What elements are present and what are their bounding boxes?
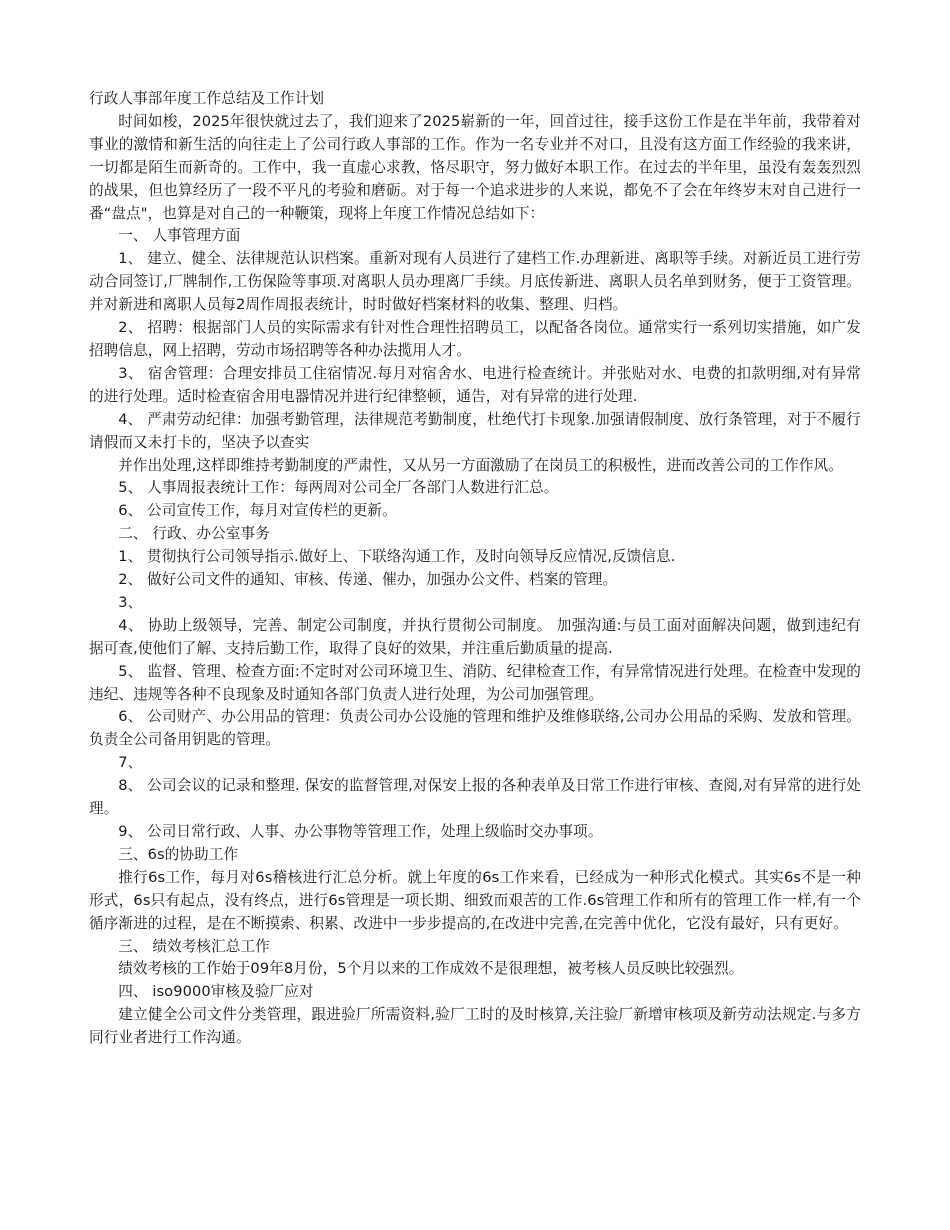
admin-item-3: 3、: [118, 593, 143, 611]
performance-paragraph: 绩效考核的工作始于09年8月份，5个月以来的工作成效不是很理想，被考核人员反映比较强烈。: [118, 960, 744, 978]
document-body: [89, 88, 861, 1050]
document-title: 行政人事部年度工作总结及工作计划: [89, 90, 325, 107]
hr-item-5: 5、 人事周报表统计工作：每两周对公司全厂各部门人数进行汇总。: [118, 479, 559, 497]
hr-item-6: 6、 公司宣传工作，每月对宣传栏的更新。: [118, 502, 397, 520]
section-heading-admin: 二、 行政、办公室事务: [118, 525, 270, 543]
section-heading-6s: 三、6s的协助工作: [118, 845, 239, 863]
section-heading-performance: 三、 绩效考核汇总工作: [118, 937, 270, 955]
admin-item-1: 1、 贯彻执行公司领导指示.做好上、下联络沟通工作，及时向领导反应情况,反馈信息.: [118, 548, 676, 566]
hr-item-1: 1、 建立、健全、法律规范认识档案。重新对现有人员进行了建档工作.办理新进、离职等手续。对新近员工进行劳动合同签订,厂牌制作,工伤保险等事项.对离职人员办理离厂手续。月底传新进、离职人员名单到财务，便于工资管理。并对新进和离职人员每2周作周报表统计，时时做好档案材料的收集、整理、归档。: [89, 250, 861, 314]
hr-item-3: 3、 宿舍管理：合理安排员工住宿情况.每月对宿舍水、电进行检查统计。并张贴对水、电费的扣款明细,对有异常的进行处理。适时检查宿舍用电器情况并进行纪律整顿，通告，对有异常的进行处理.: [89, 364, 861, 405]
admin-item-6: 6、 公司财产、办公用品的管理：负责公司办公设施的管理和维护及维修联络,公司办公用品的采购、发放和管理。负责全公司备用钥匙的管理。: [89, 708, 861, 749]
section-heading-iso: 四、 iso9000审核及验厂应对: [118, 983, 314, 1001]
admin-item-4: 4、 协助上级领导，完善、制定公司制度，并执行贯彻公司制度。 加强沟通:与员工面对面解决问题，做到违纪有据可查,使他们了解、支持后勤工作，取得了良好的效果，并注重后勤质量的提高.: [89, 616, 861, 657]
intro-paragraph: 时间如梭，2025年很快就过去了，我们迎来了2025崭新的一年，回首过往，接手这份工作是在半年前，我带着对事业的激情和新生活的向往走上了公司行政人事部的工作。作为一名专业并不对口，且没有这方面工作经验的我来讲，一切都是陌生而新奇的。工作中，我一直虚心求教，恪尽职守，努力做好本职工作。在过去的半年里，虽没有轰轰烈烈的战果，但也算经历了一段不平凡的考验和磨砺。对于每一个追求进步的人来说，都免不了会在年终岁末对自己进行一番“盘点"，也算是对自己的一种鞭策，现将上年度工作情况总结如下：: [89, 112, 861, 222]
admin-item-9: 9、 公司日常行政、人事、办公事物等管理工作，处理上级临时交办事项。: [118, 823, 603, 840]
section-heading-hr: 一、 人事管理方面: [118, 227, 241, 245]
hr-item-4: 4、 严肃劳动纪律：加强考勤管理，法律规范考勤制度，杜绝代打卡现象.加强请假制度、放行条管理，对于不履行请假而又未打卡的，坚决予以查实: [89, 410, 861, 451]
admin-item-2: 2、 做好公司文件的通知、审核、传递、催办，加强办公文件、档案的管理。: [118, 571, 618, 589]
admin-item-5: 5、 监督、管理、检查方面:不定时对公司环境卫生、消防、纪律检查工作，有异常情况进行处理。在检查中发现的违纪、违规等各种不良现象及时通知各部门负责人进行处理，为公司加强管理。: [89, 662, 861, 703]
admin-item-8: 8、 公司会议的记录和整理. 保安的监督管理,对保安上报的各种表单及日常工作进行审核、查阅,对有异常的进行处理。: [89, 777, 861, 818]
admin-item-7: 7、: [118, 754, 143, 772]
hr-item-2: 2、 招聘：根据部门人员的实际需求有针对性合理性招聘员工，以配备各岗位。通常实行一系列切实措施，如广发招聘信息，网上招聘，劳动市场招聘等各种办法揽用人才。: [89, 319, 861, 359]
hr-item-4-continued: 并作出处理,这样即维持考勤制度的严肃性，又从另一方面激励了在岗员工的积极性，进而改善公司的工作作风。: [118, 456, 843, 474]
6s-paragraph: 推行6s工作，每月对6s稽核进行汇总分析。就上年度的6s工作来看，已经成为一种形式化模式。其实6s不是一种形式，6s只有起点，没有终点，进行6s管理是一项长期、细致而艰苦的工作.6s管理工作和所有的管理工作一样,有一个循序渐进的过程，是在不断摸索、积累、改进中一步步提高的,在改进中完善,在完善中优化，它没有最好，只有更好。: [89, 868, 861, 932]
iso-paragraph: 建立健全公司文件分类管理，跟进验厂所需资料,验厂工时的及时核算,关注验厂新增审核项及新劳动法规定.与多方同行业者进行工作沟通。: [89, 1006, 861, 1047]
